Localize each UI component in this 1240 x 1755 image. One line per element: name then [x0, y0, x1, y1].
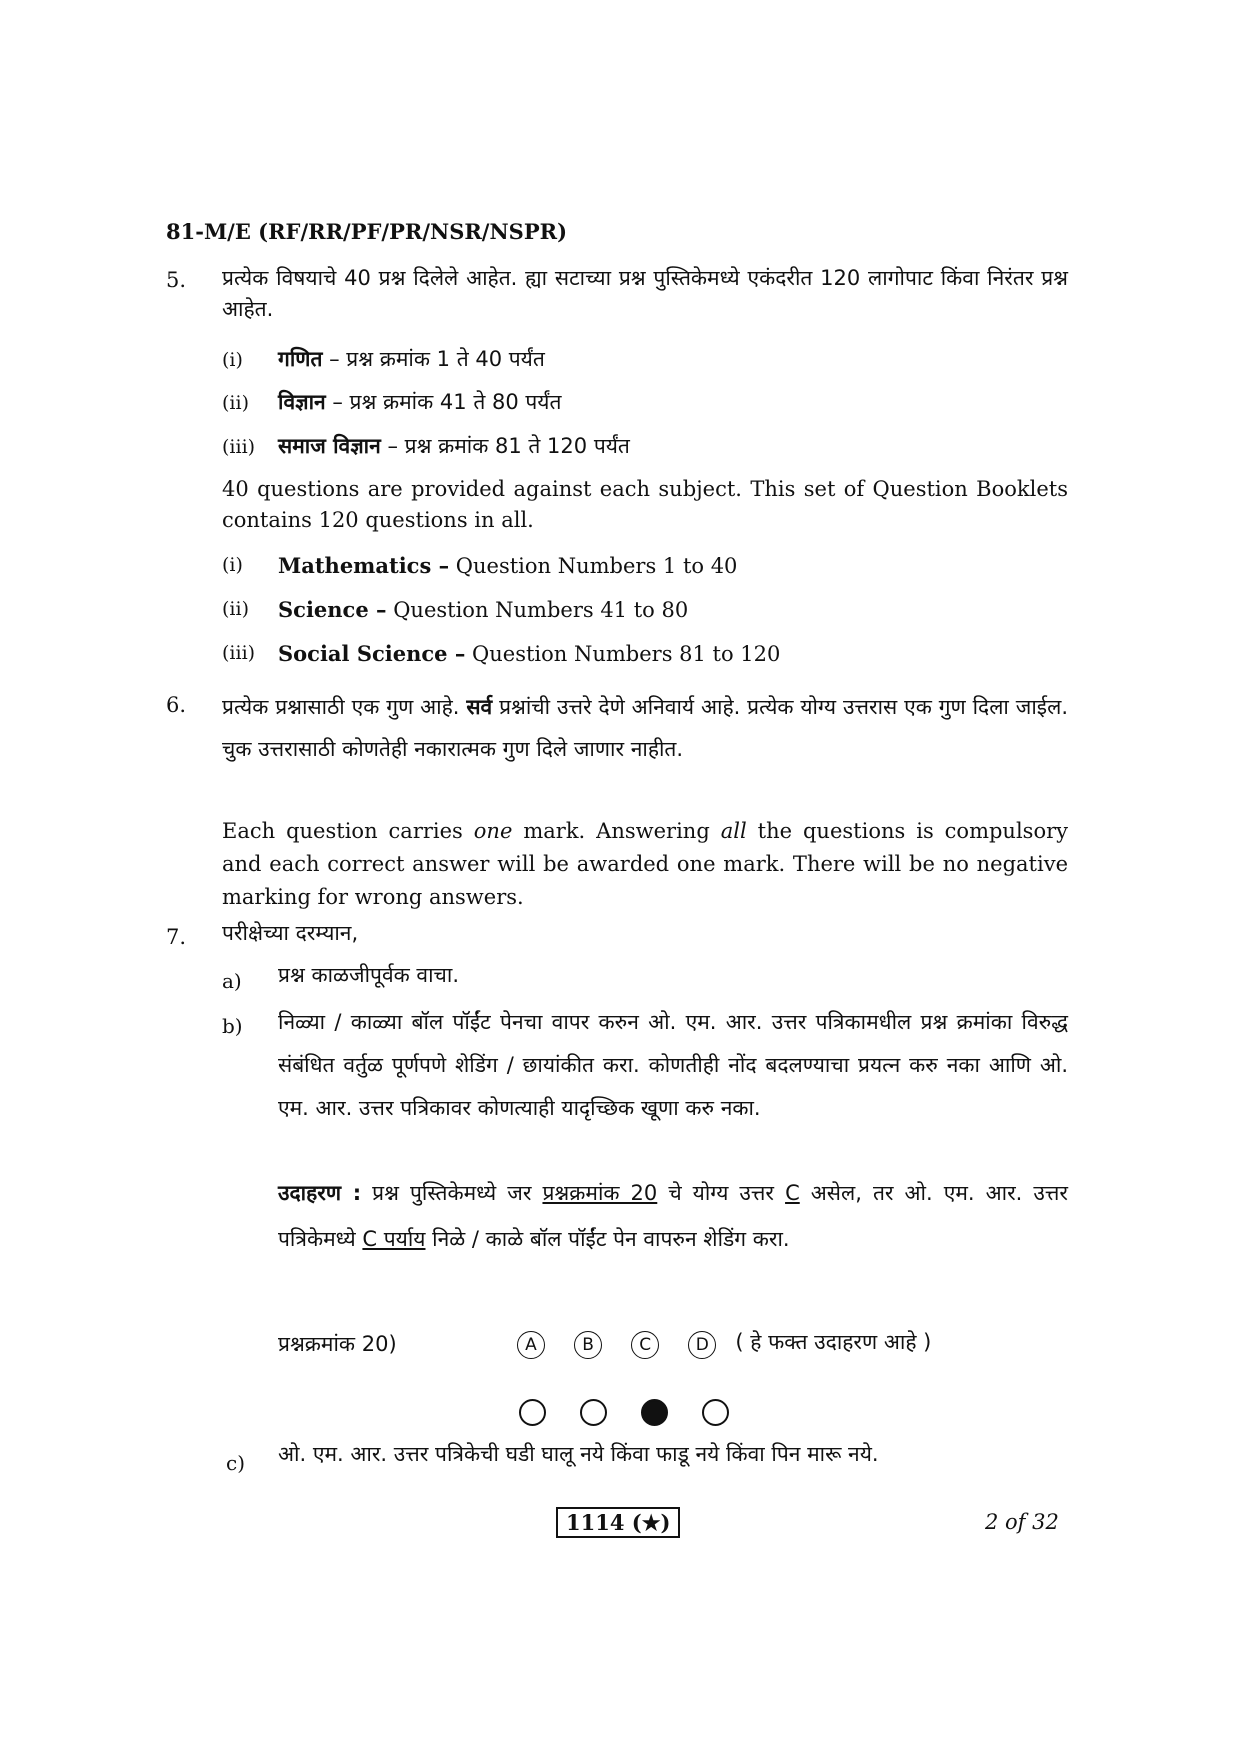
- example-text: [278, 1170, 1068, 1262]
- item-5-english-text: 40 questions are provided against each subject. This set of Question Booklets contains 120 questions in all.: [222, 477, 1068, 532]
- item-7c-text: ओ. एम. आर. उत्तर पत्रिकेची घडी घालू नये किंवा फाडू नये किंवा पिन मारू नये.: [278, 1442, 879, 1466]
- sub-label: (i): [222, 554, 243, 576]
- italic-run: all: [720, 819, 747, 843]
- item-6-english-text: [222, 815, 1068, 914]
- subject-range: Question Numbers 41 to 80: [386, 598, 689, 622]
- bubble-d: [702, 1399, 729, 1426]
- sub-label: (iii): [222, 642, 256, 664]
- sample-options-row: [517, 1328, 931, 1359]
- italic-run: one: [473, 819, 513, 843]
- document-code: 81-M/E (RF/RR/PF/PR/NSR/NSPR): [166, 219, 568, 244]
- text-run: Each question carries: [222, 819, 474, 843]
- item-6-number: 6.: [166, 693, 187, 717]
- item-7b-label: b): [222, 1014, 243, 1038]
- item-5-number: 5.: [166, 268, 187, 292]
- subject-range: – प्रश्न क्रमांक 1 ते 40 पर्यंत: [322, 347, 545, 371]
- subject-name: समाज विज्ञान: [278, 434, 381, 458]
- booklet-code-box: 1114 (★): [556, 1507, 680, 1538]
- subject-range: Question Numbers 1 to 40: [449, 554, 738, 578]
- text-run: mark. Answering: [512, 819, 721, 843]
- subject-name: विज्ञान: [278, 390, 326, 414]
- underlined-run: C पर्याय: [362, 1227, 426, 1251]
- subject-name: Science –: [278, 597, 387, 622]
- sub-label: (ii): [222, 598, 249, 620]
- item-7-number: 7.: [166, 925, 187, 949]
- underlined-run: प्रश्नक्रमांक 20: [542, 1181, 658, 1205]
- text-run: असेल, तर ओ. एम. आर. उत्तर पत्रिकेमध्ये: [278, 1181, 1068, 1251]
- sub-label: (iii): [222, 436, 256, 458]
- text-run: the questions is compulsory and each correct answer will be awarded one mark. There will be no negative marking for wrong answers.: [222, 819, 1068, 909]
- item-7a-label: a): [222, 969, 242, 993]
- text-run: प्रश्न पुस्तिकेमध्ये जर: [361, 1181, 543, 1205]
- text-run: प्रश्नांची उत्तरे देणे अनिवार्य आहे. प्रत्येक योग्य उत्तरास एक गुण दिला जाईल. चुक उत्तरासाठी कोणतेही नकारात्मक गुण दिले जाणार नाहीत.: [222, 695, 1068, 761]
- subject-name: Social Science –: [278, 641, 466, 666]
- underlined-run: C: [785, 1181, 800, 1205]
- text-run: निळे / काळे बॉल पॉईंट पेन वापरुन शेडिंग करा.: [425, 1227, 790, 1251]
- subject-name: गणित: [278, 347, 323, 371]
- subject-range: – प्रश्न क्रमांक 41 ते 80 पर्यंत: [325, 390, 562, 414]
- item-7b-text: निळ्या / काळ्या बॉल पॉईंट पेनचा वापर करुन ओ. एम. आर. उत्तर पत्रिकामधील प्रश्न क्रमांका विरुद्ध संबंधित वर्तुळ पूर्णपणे शेडिंग / छायांकीत करा. कोणतीही नोंद बदलण्याचा प्रयत्न करु नका आणि ओ. एम. आर. उत्तर पत्रिकावर कोणत्याही यादृच्छिक खूणा करु नका.: [278, 1010, 1068, 1120]
- item-6-marathi-text: [222, 686, 1068, 770]
- sample-question-label: प्रश्नक्रमांक 20): [278, 1332, 397, 1356]
- example-label: उदाहरण :: [278, 1181, 362, 1205]
- page-number: 2 of 32: [985, 1510, 1059, 1534]
- option-b-circle: B: [574, 1331, 602, 1359]
- item-7-intro: परीक्षेच्या दरम्यान,: [222, 921, 359, 945]
- item-7c-label: c): [226, 1451, 246, 1475]
- option-a-circle: A: [517, 1331, 545, 1359]
- text-run: चे योग्य उत्तर: [657, 1181, 786, 1205]
- answer-bubbles-row: [519, 1399, 729, 1426]
- subject-range: Question Numbers 81 to 120: [465, 642, 781, 666]
- option-c-circle: C: [631, 1331, 659, 1359]
- item-5-marathi-text: प्रत्येक विषयाचे 40 प्रश्न दिलेले आहेत. ह्या सटाच्या प्रश्न पुस्तिकेमध्ये एकंदरीत 120 लागोपाट किंवा निरंतर प्रश्न आहेत.: [222, 266, 1068, 321]
- sub-label: (i): [222, 349, 243, 371]
- subject-range: – प्रश्न क्रमांक 81 ते 120 पर्यंत: [380, 434, 630, 458]
- bubble-c-filled: [641, 1399, 668, 1426]
- sample-note: ( हे फक्त उदाहरण आहे ): [735, 1330, 932, 1354]
- subject-name: Mathematics –: [278, 553, 450, 578]
- bubble-a: [519, 1399, 546, 1426]
- option-d-circle: D: [688, 1331, 716, 1359]
- sub-label: (ii): [222, 392, 249, 414]
- item-7a-text: प्रश्न काळजीपूर्वक वाचा.: [278, 963, 459, 987]
- bold-run: सर्व: [466, 695, 493, 719]
- bubble-b: [580, 1399, 607, 1426]
- text-run: प्रत्येक प्रश्नासाठी एक गुण आहे.: [222, 695, 467, 719]
